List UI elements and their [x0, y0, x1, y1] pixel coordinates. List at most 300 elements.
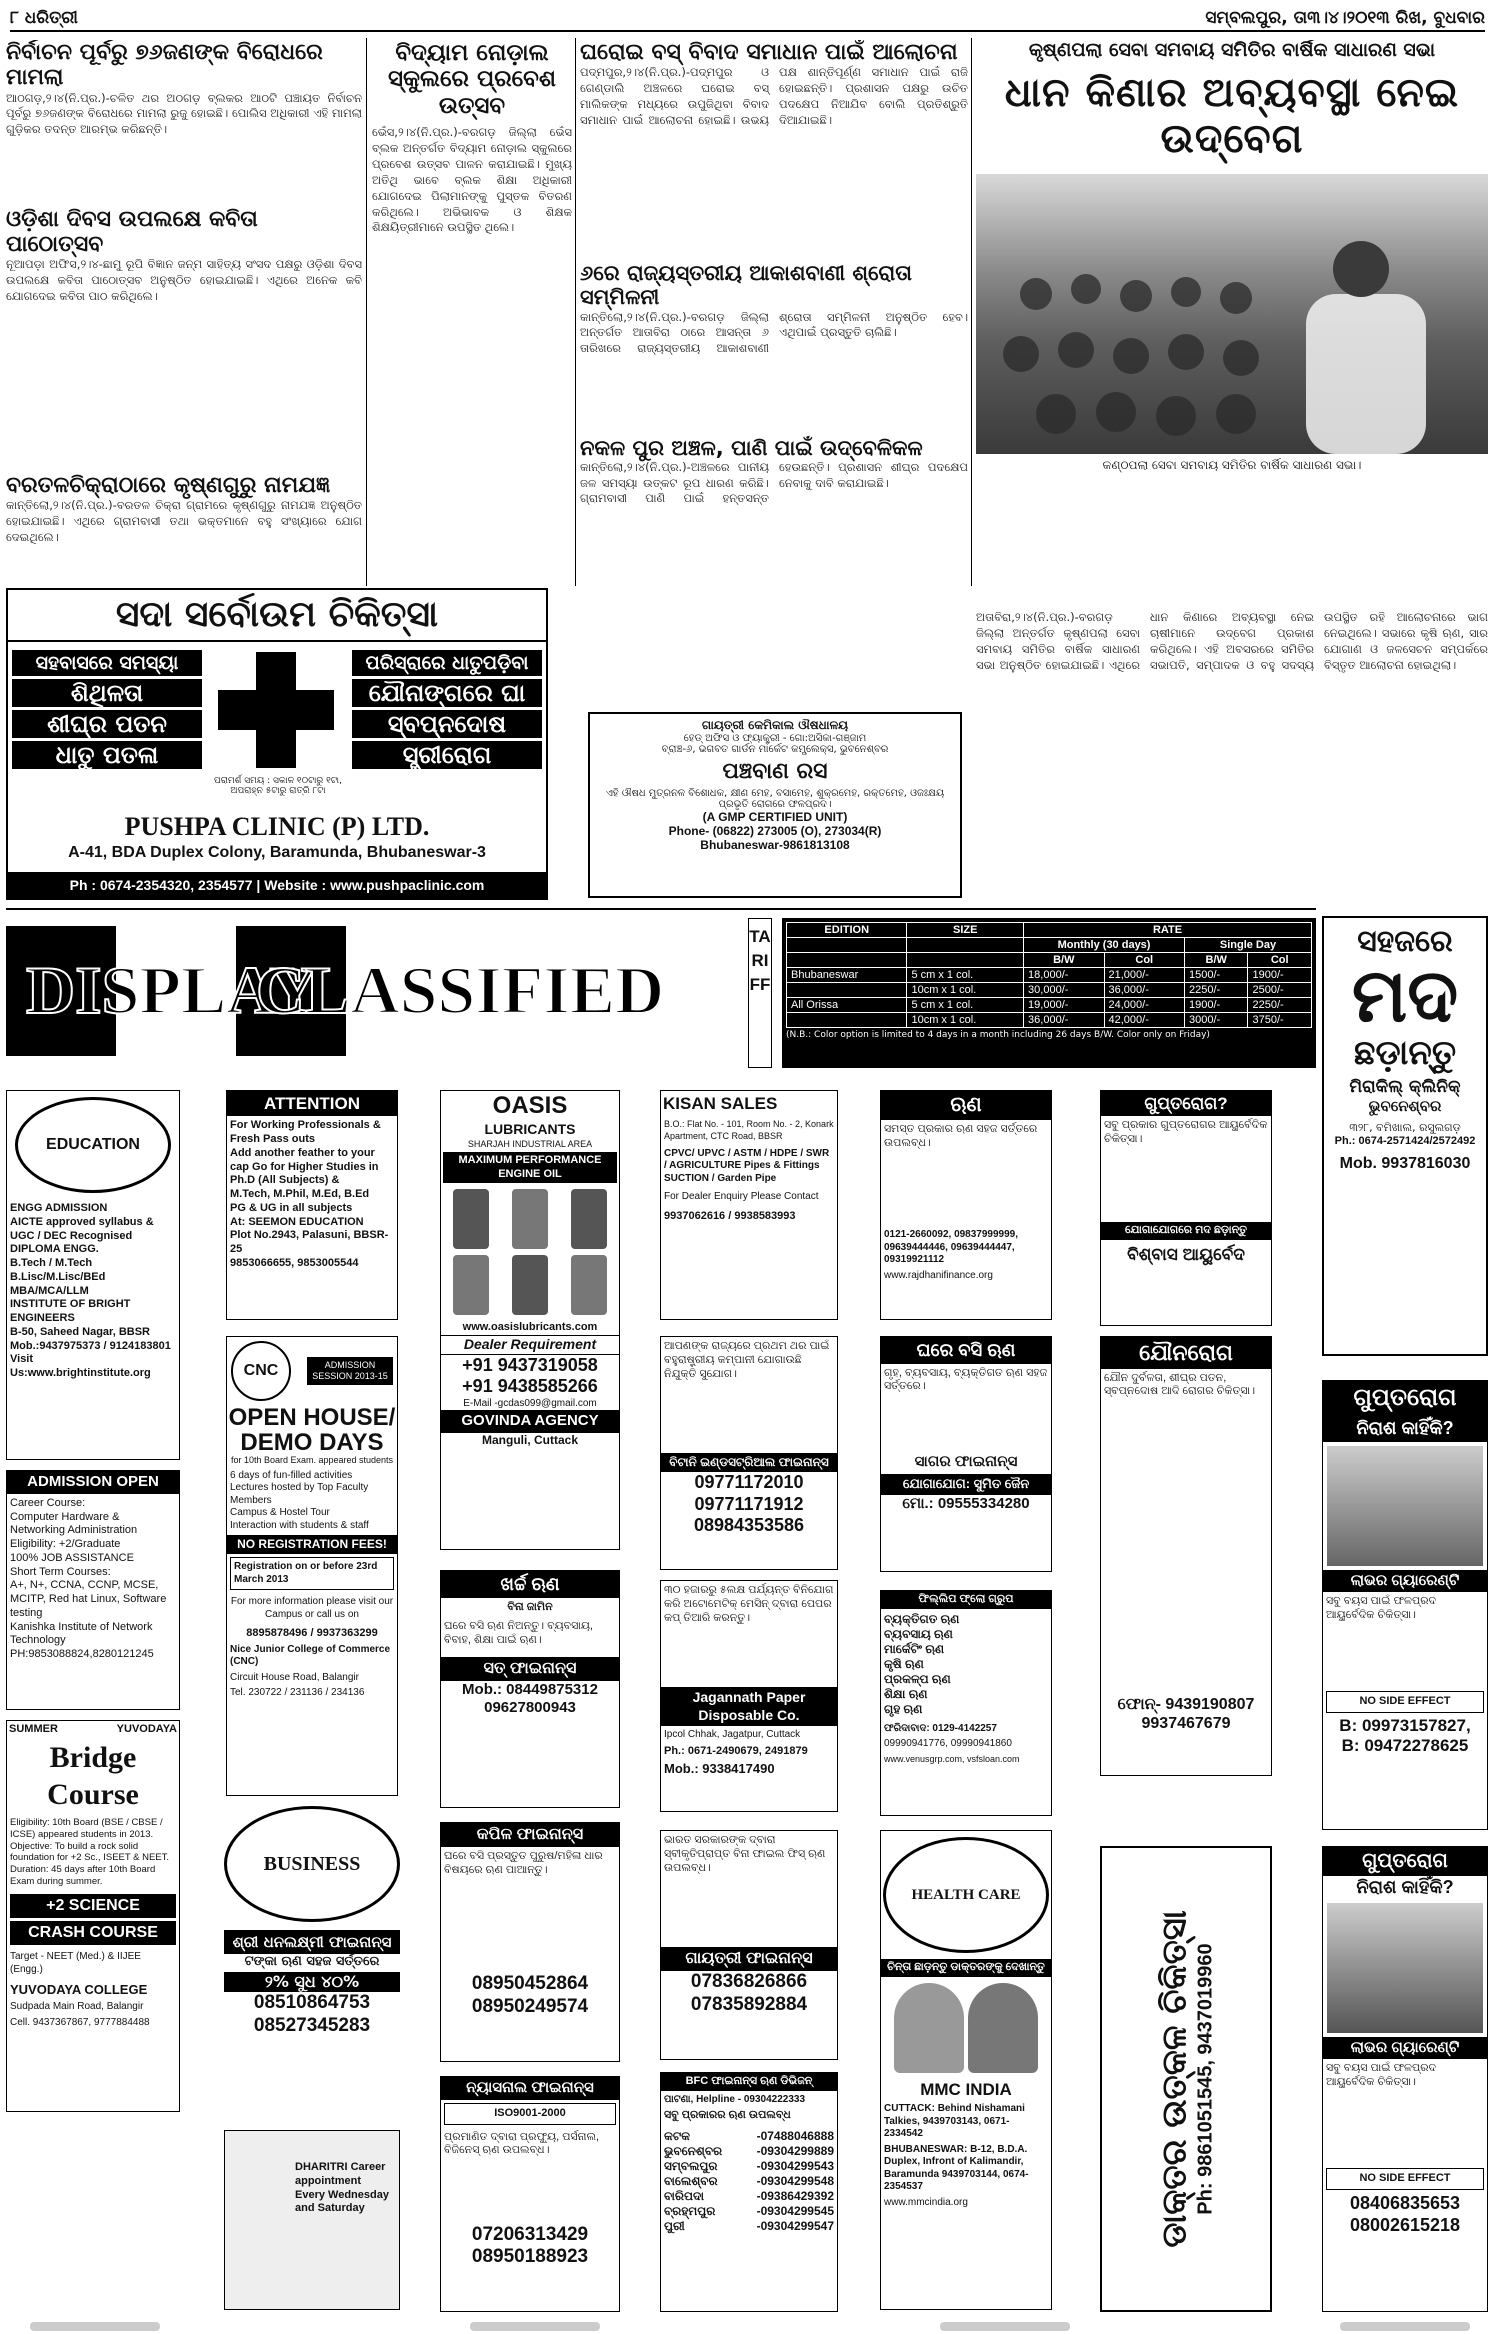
ad-line: Sudpada Main Road, Balangir — [10, 2001, 144, 2013]
tariff-cell: 3000/- — [1184, 1013, 1247, 1028]
couple-photo — [1327, 1903, 1483, 2033]
ad-phone: +91 9438585266 — [462, 1376, 598, 1397]
page-bottom-bar — [0, 2318, 1495, 2334]
ad-body: ଗୃହ, ବ୍ୟବସାୟ, ବ୍ୟକ୍ତିଗତ ଋଣ ସହଜ ସର୍ତ୍ତରେ। — [884, 1366, 1048, 1393]
ad-phone: 08984353586 — [693, 1515, 805, 1536]
ad-line: ବିନା ଜାମିନ — [507, 1600, 553, 1613]
runa-ad — [880, 1090, 1052, 1320]
education-ad — [6, 1090, 180, 1460]
article-body: ନୂଆପଡ଼ା ଅଫିସ,୨।୪-ଛାମୁ ରୂପି ବିଜ୍ଞାନ ଜନ୍ମ ସାହିତ୍ୟ ସଂସଦ ପକ୍ଷରୁ ଓଡ଼ିଶା ଦିବସ ଉପଲକ୍ଷେ କବିତା ପାଠୋତ୍ସବ ଅନୁଷ୍ଠିତ ହୋଇଯାଇଛି। ଏଥିରେ ଅନେକ କବି ଯୋଗଦେଇ କବିତା ପାଠ କରିଥିଲେ। — [6, 257, 362, 303]
ad-heading: BFC ଫାଇନାନ୍ସ ଋଣ ଡିଭିଜନ୍ — [661, 2073, 837, 2091]
ad-line: 6 days of fun-filled activities — [230, 1469, 353, 1481]
ad-item: ଶିଥିଳତା — [12, 679, 202, 707]
ad-line: Career Course: — [10, 1496, 86, 1509]
bfc-city: ପୁରୀ — [664, 2219, 685, 2233]
ad-line: ମାର୍କେଟିଂ ଋଣ — [884, 1641, 945, 1656]
ad-line: ଟଙ୍କା ଋଣ ସହଜ ସର୍ତ୍ତରେ — [244, 1954, 380, 1969]
bfc-row — [664, 2129, 834, 2144]
tariff-cell: 5 cm x 1 col. — [907, 998, 1024, 1013]
article-title: ଓଡ଼ିଶା ଦିବସ ଉପଲକ୍ଷେ କବିତା ପାଠୋତ୍ସବ — [6, 206, 258, 257]
ad-item: ସ୍ବପ୍ନଦୋଷ — [352, 710, 542, 738]
display-word: DISPLAY — [26, 952, 319, 1028]
ad-phone: Ph.: 0674-2571424/2572492 — [1334, 1135, 1476, 1147]
ad-phone: Mob. 9937816030 — [1339, 1155, 1471, 1172]
th-monthly: Monthly (30 days) — [1024, 938, 1185, 953]
ad-body: ସବୁ ପ୍ରକାର ଗୁପ୍ତରୋଗର ଆୟୁର୍ବେଦିକ ଚିକିତ୍ସା। — [1104, 1119, 1268, 1145]
ad-line: ସାଗର ଫାଇନାନ୍ସ — [914, 1452, 1018, 1470]
tariff-cell: 30,000/- — [1024, 983, 1104, 998]
article-body: ଭେଁସ,୨।୪(ନି.ପ୍ର.)-ବରଗଡ଼ ଜିଲ୍ଲା ଭେଁସ ବ୍ଲକ ଅନ୍ତର୍ଗତ ବିଦ୍ୟାମ ନୋଡ଼ାଲ ସ୍କୁଲରେ ପ୍ରବେଶ ଉତ୍ସବ ପାଳନ କରାଯାଇଛି। ମୁଖ୍ୟ ଅତିଥି ଭାବେ ବ୍ଲକ ଶିକ୍ଷା ଅଧିକାରୀ ଯୋଗଦେଇ ପିଲାମାନଙ୍କୁ ପୁସ୍ତକ ବିତରଣ କରିଥିଲେ। ଅଭିଭାବକ ଓ ଶିକ୍ଷକ ଶିକ୍ଷୟିତ୍ରୀମାନେ ଉପସ୍ଥିତ ଥିଲେ। — [372, 125, 572, 235]
cnc-logo: CNC — [231, 1341, 291, 1401]
tariff-cell: 1500/- — [1184, 968, 1247, 983]
ad-line: for 10th Board Exam. appeared students — [230, 1455, 394, 1466]
product-name: ପଞ୍ଚବାଣ ରସ — [722, 759, 828, 784]
ad-item: ପରିସ୍ରାରେ ଧାତୁପଡ଼ିବା — [352, 650, 542, 676]
scroll-hint — [940, 2322, 1070, 2331]
tariff-cell — [787, 1013, 907, 1028]
ad-line: ଯୋଗାଯୋଗ: ସୁମିତ ଜୈନ — [881, 1474, 1051, 1494]
ad-line: NO REGISTRATION FEES! — [227, 1535, 397, 1554]
ad-line: ଯୋଗାଯୋଗରେ ମଦ ଛଡ଼ାନ୍ତୁ — [1101, 1222, 1271, 1240]
ad-line: NO SIDE EFFECT — [1326, 1691, 1484, 1713]
oil-can-icon — [512, 1189, 548, 1249]
ad-line: କୃଷି ଋଣ — [884, 1656, 924, 1671]
classified-banner — [6, 916, 746, 1066]
ad-line: ହେଡ୍ ଅଫିସ ଓ ଫ୍ୟାକ୍ଟ୍ରୀ - ଗୋ:ଅସିକା-ଗଞ୍ଜାମ — [683, 733, 867, 744]
ad-item: ଶୀଘ୍ର ପତନ — [12, 710, 202, 738]
ad-body: ୩୦ ହଜାରରୁ ୫ଲକ୍ଷ ପର୍ଯ୍ୟନ୍ତ ବିନିଯୋଗ କରି ଅଟୋମେଟିକ୍ ମେସିନ୍ ଦ୍ବାରା ପେପର କପ୍ ତିଆରି କରନ୍ତୁ। — [664, 1584, 834, 1624]
ad-line: ENGG ADMISSION — [10, 1202, 108, 1214]
scroll-hint — [1340, 2322, 1470, 2331]
tariff-cell: 3750/- — [1248, 1013, 1312, 1028]
ad-phone: 09990941776, 09990941860 — [884, 1738, 1012, 1750]
ad-line: ମଦ — [1351, 953, 1459, 1039]
ad-heading: ADMISSION OPEN — [7, 1471, 179, 1494]
ad-line: For Working Professionals & Fresh Pass outs — [230, 1119, 381, 1145]
ad-line: Short Term Courses: — [10, 1565, 111, 1578]
bfc-phone: -09304299545 — [756, 2204, 834, 2218]
bfc-row — [664, 2174, 834, 2189]
oil-can-icon — [453, 1255, 489, 1315]
ad-phone: 8895878496 / 9937363299 — [246, 1627, 378, 1640]
ad-phone: 07835892884 — [690, 1993, 808, 2015]
ad-phone: 09771171912 — [694, 1493, 804, 1514]
ad-heading: ଯୌନରୋଗ — [1101, 1337, 1271, 1369]
clinic-contact: Ph : 0674-2354320, 2354577 | Website : www.pushpaclinic.com — [8, 872, 546, 898]
article-body: ଆଠଗଡ଼,୨।୪(ନି.ପ୍ର.)-ଚଳିତ ଥର ଅଠଗଡ଼ ବ୍ଲକର ଆଠଟି ପଞ୍ଚାୟତ ନିର୍ବାଚନ ପୂର୍ବରୁ ୭୬ଜଣଙ୍କ ବିରୋଧରେ ମାମଲା ରୁଜୁ ହୋଇଛି। ପୋଲିସ ଅଧିକାରୀ ଏହି ମାମଲା ଗୁଡ଼ିକର ତଦନ୍ତ ଆରମ୍ଭ କରିଛନ୍ତି। — [6, 90, 362, 137]
ad-line: B.Tech / M.Tech — [10, 1257, 93, 1269]
health-care-logo: HEALTH CARE — [883, 1837, 1049, 1953]
kicker: କୃଷ୍ଣପଲା ସେବା ସମବାୟ ସମିତିର ବାର୍ଷିକ ସାଧାରଣ ସଭା — [1028, 40, 1436, 61]
tariff-table — [782, 918, 1316, 1068]
bfc-row — [664, 2204, 834, 2219]
couple-photo — [1327, 1446, 1483, 1566]
article-title: ନକଳ ପୁର ଅଞ୍ଚଳ, ପାଣି ପାଇଁ ଉଦ୍ବେଳିକଳ — [580, 435, 923, 460]
ad-body: ସବୁ ବୟସ ପାଇଁ ଫଳପ୍ରଦ ଆୟୁର୍ବେଦିକ ଚିକିତ୍ସା। — [1326, 2062, 1437, 2088]
bfc-city: ସମ୍ବଲପୁର — [664, 2159, 718, 2173]
tariff-cell: 36,000/- — [1024, 1013, 1104, 1028]
clinic-name: PUSHPA CLINIC (P) LTD. — [124, 812, 430, 841]
ad-line: SHARJAH INDUSTRIAL AREA — [467, 1138, 593, 1149]
ad-line: Computer Hardware & Networking Administration — [10, 1510, 138, 1537]
ad-phone: 07836826866 — [690, 1971, 808, 1992]
article-title: ବିଦ୍ୟାମ ନୋଡ଼ାଲ ସ୍କୁଲରେ ପ୍ରବେଶ ଉତ୍ସବ — [388, 40, 556, 119]
ad-line: www.oasislubricants.com — [462, 1321, 598, 1334]
ad-line: www.rajdhanifinance.org — [884, 1269, 993, 1281]
education-logo: EDUCATION — [15, 1097, 171, 1193]
business-ad — [224, 1806, 400, 2106]
ad-line: ଲାଭର ଗ୍ୟାରେଣ୍ଟି — [1323, 1570, 1487, 1593]
th-col: B/W — [1184, 953, 1247, 968]
ad-line: LUBRICANTS — [484, 1121, 576, 1137]
ad-line: Interaction with students & staff — [230, 1519, 369, 1531]
ad-line: ଭୁବନେଶ୍ବର — [1368, 1097, 1442, 1115]
th-size: SIZE — [907, 923, 1024, 938]
ad-line: ବ୍ରାଞ୍ଚ-୬, ଭଗବତ ଗାର୍ଡନ ମାର୍କେଟ କମ୍ପ୍ଲେକ୍ସ, ଭୁବନେଶ୍ବର — [661, 744, 889, 755]
bfc-ad — [660, 2072, 838, 2312]
ad-line: Plot No.2943, Palasuni, BBSR-25 — [230, 1229, 389, 1255]
ad-body: ସମସ୍ତ ପ୍ରକାର ଋଣ ସହଜ ସର୍ତ୍ତରେ ଉପଲବ୍ଧ। — [884, 1123, 1038, 1149]
bfc-phone: -09304299543 — [756, 2159, 834, 2173]
column-3 — [580, 40, 968, 585]
tariff-cell: 2250/- — [1184, 983, 1247, 998]
ad-heading: ଋଣ — [881, 1091, 1051, 1120]
ad-phone: 07206313429 — [471, 2223, 589, 2245]
ad-phone: B: 09472278625 — [1341, 1736, 1469, 1756]
ad-line: ବ୍ୟବସାୟ ଋଣ — [884, 1626, 953, 1641]
scroll-hint — [30, 2322, 160, 2331]
ad-phone: Tel. 230722 / 231136 / 234136 — [230, 1687, 365, 1699]
photo-caption: କଣ୍ଠପଲା ସେବା ସମବାୟ ସମିତିର ବାର୍ଷିକ ସାଧାରଣ ସଭା। — [1102, 457, 1362, 472]
ad-line: Campus & Hostel Tour — [230, 1507, 330, 1519]
ad-line: Eligibility: +2/Graduate — [10, 1538, 121, 1550]
venus-ad — [880, 1590, 1052, 1816]
ad-line: ସତ୍ ଫାଇନାନ୍ସ — [441, 1657, 619, 1681]
ad-line: For more information please visit our Campus or call us on — [230, 1596, 394, 1620]
ad-line: ଲାଭର ଗ୍ୟାରେଣ୍ଟି — [1323, 2037, 1487, 2060]
ad-line: BHUBANESWAR: B-12, B.D.A. Duplex, Infront of Kalimandir, Baramunda 9439703144, 0674-2354537 — [884, 2143, 1029, 2192]
tariff-row — [787, 998, 1312, 1013]
bfc-phone: -09304299889 — [756, 2144, 834, 2158]
tariff-cell: 1900/- — [1184, 998, 1247, 1013]
ad-phone: Ph.: 0671-2490679, 2491879 — [664, 1744, 808, 1757]
ad-phone: 09627800943 — [484, 1698, 576, 1716]
ad-line: ଗାୟତ୍ରୀ କେମିକାଲ ଔଷଧାଳୟ — [701, 718, 849, 732]
ad-headline: ସଦା ସର୍ବୋଉମ ଚିକିତ୍ସା — [8, 590, 546, 642]
clinic-address: A-41, BDA Duplex Colony, Baramunda, Bhubaneswar-3 — [68, 844, 486, 861]
tariff-cell: All Orissa — [787, 998, 907, 1013]
vertical-doctor-ad — [1100, 1846, 1272, 2312]
oasis-ad — [440, 1090, 620, 1550]
meeting-photo — [976, 174, 1488, 454]
ad-title: OPEN HOUSE/ DEMO DAYS — [228, 1404, 396, 1457]
ad-line: M.Tech, M.Phil, M.Ed, B.Ed — [230, 1188, 370, 1200]
ad-body: Eligibility: 10th Board (BSE / CBSE / ICSE) appeared students in 2013. Objective: To build a rock solid foundation for +2 Sc., ISEET & NEET. Duration: 45 days after 10th Board Exam during summer. — [10, 1816, 170, 1888]
tariff-note: (N.B.: Color option is limited to 4 days in a month including 26 days B/W. Color only on Friday) — [786, 1030, 1210, 1040]
kisan-ad — [660, 1090, 838, 1320]
scroll-hint — [470, 2322, 600, 2331]
ad-phone: Bhubaneswar-9861813108 — [700, 838, 850, 852]
ghare-ad — [880, 1336, 1052, 1572]
ad-item: ସହବାସରେ ସମସ୍ୟା — [12, 650, 202, 676]
ad-badge: ADMISSION SESSION 2013-15 — [307, 1357, 393, 1386]
th-col: Col — [1248, 953, 1312, 968]
classified-word: CLASSIFIED — [256, 952, 665, 1028]
ad-line: ସବୁ ପ୍ରକାରର ଋଣ ଉପଲବ୍ଧ — [664, 2109, 791, 2122]
article-title: ନିର୍ବାଚନ ପୂର୍ବରୁ ୭୬ଜଣଙ୍କ ବିରୋଧରେ ମାମଲା — [6, 40, 323, 91]
gayatri-ad — [660, 1830, 838, 2060]
ad-line: Registration on or before 23rd March 2013 — [230, 1557, 394, 1590]
ad-line: Manguli, Cuttack — [481, 1432, 578, 1447]
ad-phone: 08527345283 — [253, 2014, 371, 2036]
ad-line: AICTE approved syllabus & UGC / DEC Recognised — [10, 1215, 154, 1242]
tariff-cell: 10cm x 1 col. — [907, 983, 1024, 998]
tariff-cell: 24,000/- — [1104, 998, 1184, 1013]
guptaroga-ad-3 — [1322, 1846, 1488, 2312]
ad-line: INSTITUTE OF BRIGHT ENGINEERS — [10, 1298, 131, 1324]
ad-line: ନିରାଶ କାହିଁକି? — [1323, 1415, 1487, 1442]
ad-title: OASIS — [492, 1092, 568, 1119]
ad-line: Ph.D (All Subjects) & — [230, 1174, 340, 1187]
kapila-ad — [440, 1822, 620, 2062]
article-body: କାନ୍ତିଲୋ,୨।୪(ନି.ପ୍ର.)-ବରଗଡ଼ ଜିଲ୍ଲା ଅନ୍ତର୍ଗତ ଆତାବିରା ଠାରେ ଆସନ୍ତା ୬ ତାରିଖରେ ରାଜ୍ୟସ୍ତରୀୟ ଆକାଶବାଣୀ ଶ୍ରୋତା ସମ୍ମିଳନୀ ଅନୁଷ୍ଠିତ ହେବ। ଏଥିପାଇଁ ପ୍ରସ୍ତୁତି ଚାଲିଛି। — [580, 309, 968, 356]
ad-line: DHARITRI Career appointment Every Wednesday and Saturday — [295, 2161, 389, 2215]
th-rate: RATE — [1024, 923, 1312, 938]
bfc-city: ବ୍ରହ୍ମପୁର — [664, 2204, 716, 2218]
tariff-cell: 21,000/- — [1104, 968, 1184, 983]
ad-line: ନିରାଶ କାହିଁକି? — [1356, 1877, 1454, 1897]
bfc-row — [664, 2219, 834, 2234]
ad-line: ୩୨୮, ବମିଖାଲ, ରସୁଲଗଡ଼ — [1349, 1121, 1461, 1134]
tariff-cell: 2500/- — [1248, 983, 1312, 998]
dateline: ସମ୍ବଲପୁର, ତା୩।୪।୨୦୧୩ ରିଖ, ବୁଧବାର — [1205, 8, 1485, 28]
ad-line: Mob.:9437975373 / 9124183801 — [10, 1339, 171, 1352]
tariff-cell: 19,000/- — [1024, 998, 1104, 1013]
ad-phone: 08950249574 — [471, 1995, 589, 2017]
ad-line: ଚିନ୍ତା ଛାଡ଼ନ୍ତୁ ଡାକ୍ତରଙ୍କୁ ଦେଖାନ୍ତୁ — [881, 1959, 1051, 1977]
ad-line: Ipcol Chhak, Jagatpur, Cuttack — [664, 1729, 801, 1740]
ad-line: ମିରାକିଲ୍ କ୍ଲିନିକ୍ — [1349, 1077, 1461, 1097]
ad-line: PG & UG in all subjects — [230, 1201, 353, 1214]
ad-phone: Ph: 9861051545, 9437019960 — [1194, 1943, 1217, 2215]
oil-can-icon — [571, 1189, 607, 1249]
ad-body: ଭାରତ ସରକାରଙ୍କ ଦ୍ବାରା ସ୍ବୀକୃତିପ୍ରାପ୍ତ ବିନା ଫାଇଲ ଫିସ୍ ଋଣ ଉପଲବ୍ଧ। — [664, 1834, 826, 1874]
bfc-phone: -09386429392 — [756, 2189, 834, 2203]
ad-line: At: SEEMON EDUCATION — [230, 1215, 364, 1228]
ad-line: PH:9853088824,8280121245 — [10, 1648, 154, 1660]
ad-body: ଯୌନ ଦୁର୍ବଳତା, ଶୀଘ୍ର ପତନ, ସ୍ବପ୍ନଦୋଷ ଆଦି ରୋଗର ଚିକିତ୍ସା। — [1104, 1371, 1256, 1398]
ad-body: ଘରେ ବସି ପ୍ରସ୍ତୁତ ପୁରୁଷ/ମହିଳା ଧାର ବିଷୟରେ ଋଣ ପାଆନ୍ତୁ। — [444, 1850, 603, 1876]
th-edition: EDITION — [787, 923, 907, 938]
ad-phone: 09771172010 — [694, 1472, 804, 1492]
ad-line: ISO9001-2000 — [444, 2103, 616, 2125]
bfc-row — [664, 2159, 834, 2174]
ad-line: ପାଟଣା, Helpline - 09304222333 — [664, 2093, 806, 2105]
article-title: ବରତଳଚିକ୍ରାଠାରେ କୃଷ୍ଣଗୁରୁ ନାମଯଜ୍ଞ — [6, 473, 331, 499]
tariff-row — [787, 1013, 1312, 1028]
guptaroga-ad-2 — [1322, 1380, 1488, 1830]
ad-line: GOVINDA AGENCY — [441, 1410, 619, 1433]
tariff-cell — [787, 983, 907, 998]
ad-line: ୨% ସୁଧ ୪୦% — [224, 1972, 400, 1992]
karmachari-ad — [660, 1336, 838, 1570]
ad-phone: ଫରିଦାବାଦ: 0129-4142257 — [884, 1722, 997, 1734]
ad-heading: କପିଳ ଫାଇନାନ୍ସ — [441, 1823, 619, 1847]
tariff-cell: 5 cm x 1 col. — [907, 968, 1024, 983]
ad-body: ପ୍ରମାଣିତ ଦ୍ବାରା ପ୍ରଫ୍ୟୁ, ପର୍ସନାଲ, ବିଜିନେସ୍ ଋଣ ଉପଲବ୍ଧ। — [444, 2130, 600, 2157]
ad-phone: 9937062616 / 9938583993 — [664, 1209, 796, 1222]
ad-phone: Phone- (06822) 273005 (O), 273034(R) — [668, 824, 882, 838]
madchhada-ad — [1322, 916, 1488, 1356]
ad-phone: 0121-2660092, 09837999999, 09639444446, 09639444447, 09319921112 — [884, 1229, 1019, 1265]
ad-title: KISAN SALES — [663, 1094, 778, 1113]
column-1 — [6, 40, 362, 585]
ad-line: YUVODAYA — [116, 1723, 177, 1735]
ad-heading: ଶ୍ରୀ ଧନଲକ୍ଷ୍ମୀ ଫାଇନାନ୍ସ — [224, 1930, 400, 1954]
ad-heading: ନ୍ୟାସନାଲ ଫାଇନାନ୍ସ — [441, 2077, 619, 2100]
ad-line: +2 SCIENCE — [10, 1894, 176, 1918]
ad-line: MAXIMUM PERFORMANCE ENGINE OIL — [443, 1152, 617, 1184]
tariff-cell: Bhubaneswar — [787, 968, 907, 983]
ad-line: Target - NEET (Med.) & IIJEE (Engg.) — [10, 1951, 141, 1975]
ad-line: A+, N+, CCNA, CCNP, MCSE, MCITP, Red hat Linux, Software testing — [10, 1579, 167, 1619]
doctor-photo — [894, 1983, 964, 2073]
business-logo: BUSINESS — [224, 1806, 400, 1922]
th-single: Single Day — [1184, 938, 1311, 953]
bfc-row — [664, 2144, 834, 2159]
ad-phone: 08406835653 — [1349, 2193, 1461, 2213]
article-title: ଘରୋଇ ବସ୍ ବିବାଦ ସମାଧାନ ପାଇଁ ଆଲୋଚନା — [580, 40, 958, 65]
ad-line: B.O.: Flat No. - 101, Room No. - 2, Konark Apartment, CTC Road, BBSR — [664, 1119, 834, 1141]
ad-line: MBA/MCA/LLM — [10, 1284, 89, 1297]
health-care-ad — [880, 1830, 1052, 2310]
jounaroga-ad — [1100, 1336, 1272, 1776]
ad-heading: ଗୁପ୍ତରୋଗ — [1323, 1847, 1487, 1876]
cnc-ad — [226, 1336, 398, 1796]
article-body: କାନ୍ତିଲୋ,୨।୪(ନି.ପ୍ର.)-ବରତଳ ଚିକ୍ରା ଗ୍ରାମରେ କୃଷ୍ଣଗୁରୁ ନାମଯଜ୍ଞ ଅନୁଷ୍ଠିତ ହୋଇଯାଇଛି। ଏଥିରେ ଗ୍ରାମବାସୀ ତଥା ଭକ୍ତମାନେ ବହୁ ସଂଖ୍ୟାରେ ଯୋଗ ଦେଇଥିଲେ। — [6, 498, 362, 545]
admission-ad — [6, 1470, 180, 1710]
oil-can-icon — [512, 1255, 548, 1315]
ad-heading: ATTENTION — [227, 1091, 397, 1116]
ad-phone: 08950452864 — [471, 1973, 589, 1994]
ad-line: ଏହି ଔଷଧ ମୁତ୍ରନଳ ବିଶୋଧକ, କ୍ଷୀଣ ମେହ, ବସାମେହ, ଶୁକ୍ରମେହ, ରକ୍ତମେହ, ଓଜଃକ୍ଷୟ ପ୍ରଭୃତି ରୋଗରେ ଫଳପ୍ରଦ। — [605, 788, 945, 810]
oil-cans — [441, 1189, 619, 1249]
ad-phone: +91 9437319058 — [462, 1354, 598, 1375]
ad-line: Circuit House Road, Balangir — [230, 1671, 359, 1683]
tariff-cell: 18,000/- — [1024, 968, 1104, 983]
ad-line: 9853066655, 9853005544 — [230, 1256, 359, 1269]
bfc-city: ବାଲେଶ୍ବର — [664, 2174, 718, 2188]
ad-line: ବିଶ୍ବାସ ଆୟୁର୍ବେଦ — [1127, 1245, 1245, 1264]
lead-headline: ଧାନ କିଣାର ଅବ୍ୟବସ୍ଥା ନେଇ ଉଦ୍ବେଗ — [1004, 69, 1460, 162]
th-col: B/W — [1024, 953, 1104, 968]
ad-heading: ଫିଲ୍ଲିପ ଫ୍ଲୋ ଗ୍ରୁପ — [881, 1591, 1051, 1609]
ad-heading: ଖର୍ଚ୍ଚ ଋଣ — [441, 1571, 619, 1598]
lead-body: ଅତାବିରା,୨।୪(ନି.ପ୍ର.)-ବରଗଡ଼ ଜିଲ୍ଲା ଅନ୍ତର୍ଗତ କୃଷ୍ଣପଲା ସେବା ସମବାୟ ସମିତିର ବାର୍ଷିକ ସାଧାରଣ ସଭା ଅନୁଷ୍ଠିତ ହୋଇଯାଇଛି। ଏଥିରେ ଧାନ କିଣାରେ ଅବ୍ୟବସ୍ଥା ନେଇ ଚାଷୀମାନେ ଉଦ୍ବେଗ ପ୍ରକାଶ କରିଥିଲେ। ଏହି ଅବସରରେ ସମିତିର ସଭାପତି, ସମ୍ପାଦକ ଓ ବହୁ ସଦସ୍ୟ ଉପସ୍ଥିତ ରହି ଆଲୋଚନାରେ ଭାଗ ନେଇଥିଲେ। ସଭାରେ କୃଷି ଋଣ, ସାର ଯୋଗାଣ ଓ ଜଳସେଚନ ସମ୍ପର୍କରେ ବିସ୍ତୃତ ଆଲୋଚନା ହୋଇଥିଲା। — [976, 610, 1488, 672]
ad-line: Kanishka Institute of Network Technology — [10, 1620, 153, 1647]
article-body: ପଦ୍ମପୁର,୨।୪(ନି.ପ୍ର.)-ପଦ୍ମପୁର ଓ ଗେଣ୍ଡାଲି ଅଞ୍ଚଳରେ ଘରୋଇ ବସ୍ ମାଲିକଙ୍କ ମଧ୍ୟରେ ଉପୁଜିଥିବା ବିବାଦ ସମାଧାନ ପାଇଁ ଆଲୋଚନା ହୋଇଛି। ଉଭୟ ପକ୍ଷ ଶାନ୍ତିପୂର୍ଣ୍ଣ ସମାଧାନ ପାଇଁ ରାଜି ହୋଇଛନ୍ତି। ପ୍ରଶାସନ ପକ୍ଷରୁ ଉଚିତ ପଦକ୍ଷେପ ନିଆଯିବ ବୋଲି ପ୍ରତିଶ୍ରୁତି ଦିଆଯାଇଛି। — [580, 65, 968, 127]
guptaroga-ad-1 — [1100, 1090, 1272, 1326]
jagannath-ad — [660, 1580, 838, 1812]
bfc-phone: -09304299548 — [756, 2174, 834, 2188]
attention-ad — [226, 1090, 398, 1320]
ad-line: NO SIDE EFFECT — [1326, 2168, 1484, 2190]
ad-line: ବ୍ୟକ୍ତିଗତ ଋଣ — [884, 1611, 960, 1626]
ad-line: CRASH COURSE — [10, 1921, 176, 1945]
column-2 — [372, 40, 572, 585]
oil-can-icon — [571, 1255, 607, 1315]
consult-time: ପରାମର୍ଶ ସମୟ : ସକାଳ ୧୦ଟାରୁ ୧ଟା, ଅପରାହ୍ନ ୫ଟାରୁ ରାତ୍ରି ୮ଟା — [214, 776, 342, 796]
page-header — [10, 6, 1485, 32]
tariff-cell: 10cm x 1 col. — [907, 1013, 1024, 1028]
ad-line: B.Lisc/M.Lisc/BEd — [10, 1270, 106, 1283]
doctor-photo — [968, 1983, 1038, 2073]
ad-line: B-50, Saheed Nagar, BBSR — [10, 1325, 150, 1338]
bfc-phone: -09304299547 — [756, 2219, 834, 2233]
ad-phone: ଫୋନ୍- 9439190807 — [1117, 1695, 1255, 1713]
ad-heading: ଘରେ ବସି ଋଣ — [881, 1337, 1051, 1364]
ad-phone: Cell. 9437367867, 9777884488 — [10, 2016, 150, 2028]
ad-line: CPVC/ UPVC / ASTM / HDPE / SWR / AGRICULTURE Pipes & Fittings SUCTION / Garden Pipe — [664, 1147, 830, 1184]
ad-line: Add another feather to your cap Go for Higher Studies in — [230, 1146, 379, 1173]
ad-body: ସବୁ ବୟସ ପାଇଁ ଫଳପ୍ରଦ ଆୟୁର୍ବେଦିକ ଚିକିତ୍ସା। — [1326, 1595, 1437, 1621]
ad-phone: 08950188923 — [471, 2246, 589, 2268]
ad-phone: 08002615218 — [1349, 2214, 1461, 2235]
ad-heading: Jagannath Paper Disposable Co. — [661, 1687, 837, 1726]
ad-line: YUVODAYA COLLEGE — [10, 1982, 148, 1997]
ad-line: SUMMER — [9, 1723, 58, 1735]
ad-phone: Mob.: 9338417490 — [664, 1761, 775, 1777]
ad-line: ବିଟାନି ଇଣ୍ଡସଟ୍ରିଆଲ ଫାଇନାନ୍ସ — [661, 1453, 837, 1472]
bfc-city: ଭୁବନେଶ୍ବର — [664, 2144, 723, 2158]
dharitri-career-ad — [224, 2130, 400, 2310]
national-ad — [440, 2076, 620, 2312]
bfc-city: କଟକ — [664, 2129, 691, 2143]
ad-line: CUTTACK: Behind Nishamani Talkies, 9439703143, 0671-2334542 — [884, 2103, 1025, 2139]
tariff-label: TARIFF — [748, 918, 772, 1068]
ad-title: ଡାକ୍ତର ଉତ୍କଳ ଚିକିତ୍ସା — [1154, 1910, 1195, 2248]
medical-cross-icon — [218, 652, 334, 768]
ad-line: Lectures hosted by Top Faculty Members — [230, 1482, 369, 1506]
tariff-cell: 36,000/- — [1104, 983, 1184, 998]
ad-title: Bridge Course — [47, 1740, 139, 1812]
tariff-cell: 2250/- — [1248, 998, 1312, 1013]
page-number: ୮ ଧରିତ୍ରୀ — [10, 8, 78, 28]
article-body: କାନ୍ତିଲୋ,୨।୪(ନି.ପ୍ର.)-ଅଞ୍ଚଳରେ ପାନୀୟ ଜଳ ସମସ୍ୟା ଉତ୍କଟ ରୂପ ଧାରଣ କରିଛି। ଗ୍ରାମବାସୀ ପାଣି ପାଇଁ ହନ୍ତସନ୍ତ ହେଉଛନ୍ତି। ପ୍ରଶାସନ ଶୀଘ୍ର ପଦକ୍ଷେପ ନେବାକୁ ଦାବି କରାଯାଇଛି। — [580, 459, 968, 506]
pushpa-clinic-ad — [6, 588, 548, 900]
ad-line: ପ୍ରକଳ୍ପ ଋଣ — [884, 1671, 951, 1686]
ad-line: www.mmcindia.org — [884, 2196, 968, 2208]
kharcha-ad — [440, 1570, 620, 1808]
tariff-cell: 1900/- — [1248, 968, 1312, 983]
ad-heading: ଗାୟତ୍ରୀ ଫାଇନାନ୍ସ — [661, 1947, 837, 1971]
ad-line: MMC INDIA — [920, 2079, 1012, 2099]
bfc-row — [664, 2189, 834, 2204]
ad-line: ଛଡ଼ାନ୍ତୁ — [1353, 1033, 1457, 1073]
ad-line: DIPLOMA ENGG. — [10, 1243, 99, 1256]
ad-phone: Mob.: 08449875312 — [462, 1680, 598, 1698]
ad-line: Nice Junior College of Commerce (CNC) — [230, 1643, 391, 1668]
ad-heading: ଗୁପ୍ତରୋଗ? — [1101, 1091, 1271, 1116]
article-title: ୬ରେ ରାଜ୍ୟସ୍ତରୀୟ ଆକାଶବାଣୀ ଶ୍ରୋତା ସମ୍ମିଳନୀ — [580, 261, 912, 310]
ad-item: ଯୌନାଙ୍ଗରେ ଘା — [352, 679, 542, 707]
bfc-phone: -07488046888 — [756, 2129, 834, 2143]
tariff-cell: 42,000/- — [1104, 1013, 1184, 1028]
ad-heading: ଗୁପ୍ତରୋଗ — [1323, 1381, 1487, 1415]
ad-line: 100% JOB ASSISTANCE — [10, 1551, 134, 1564]
ad-item: ସ୍ତ୍ରୀରୋଗ — [352, 741, 542, 769]
ad-line: ଶିକ୍ଷା ଋଣ — [884, 1686, 928, 1701]
